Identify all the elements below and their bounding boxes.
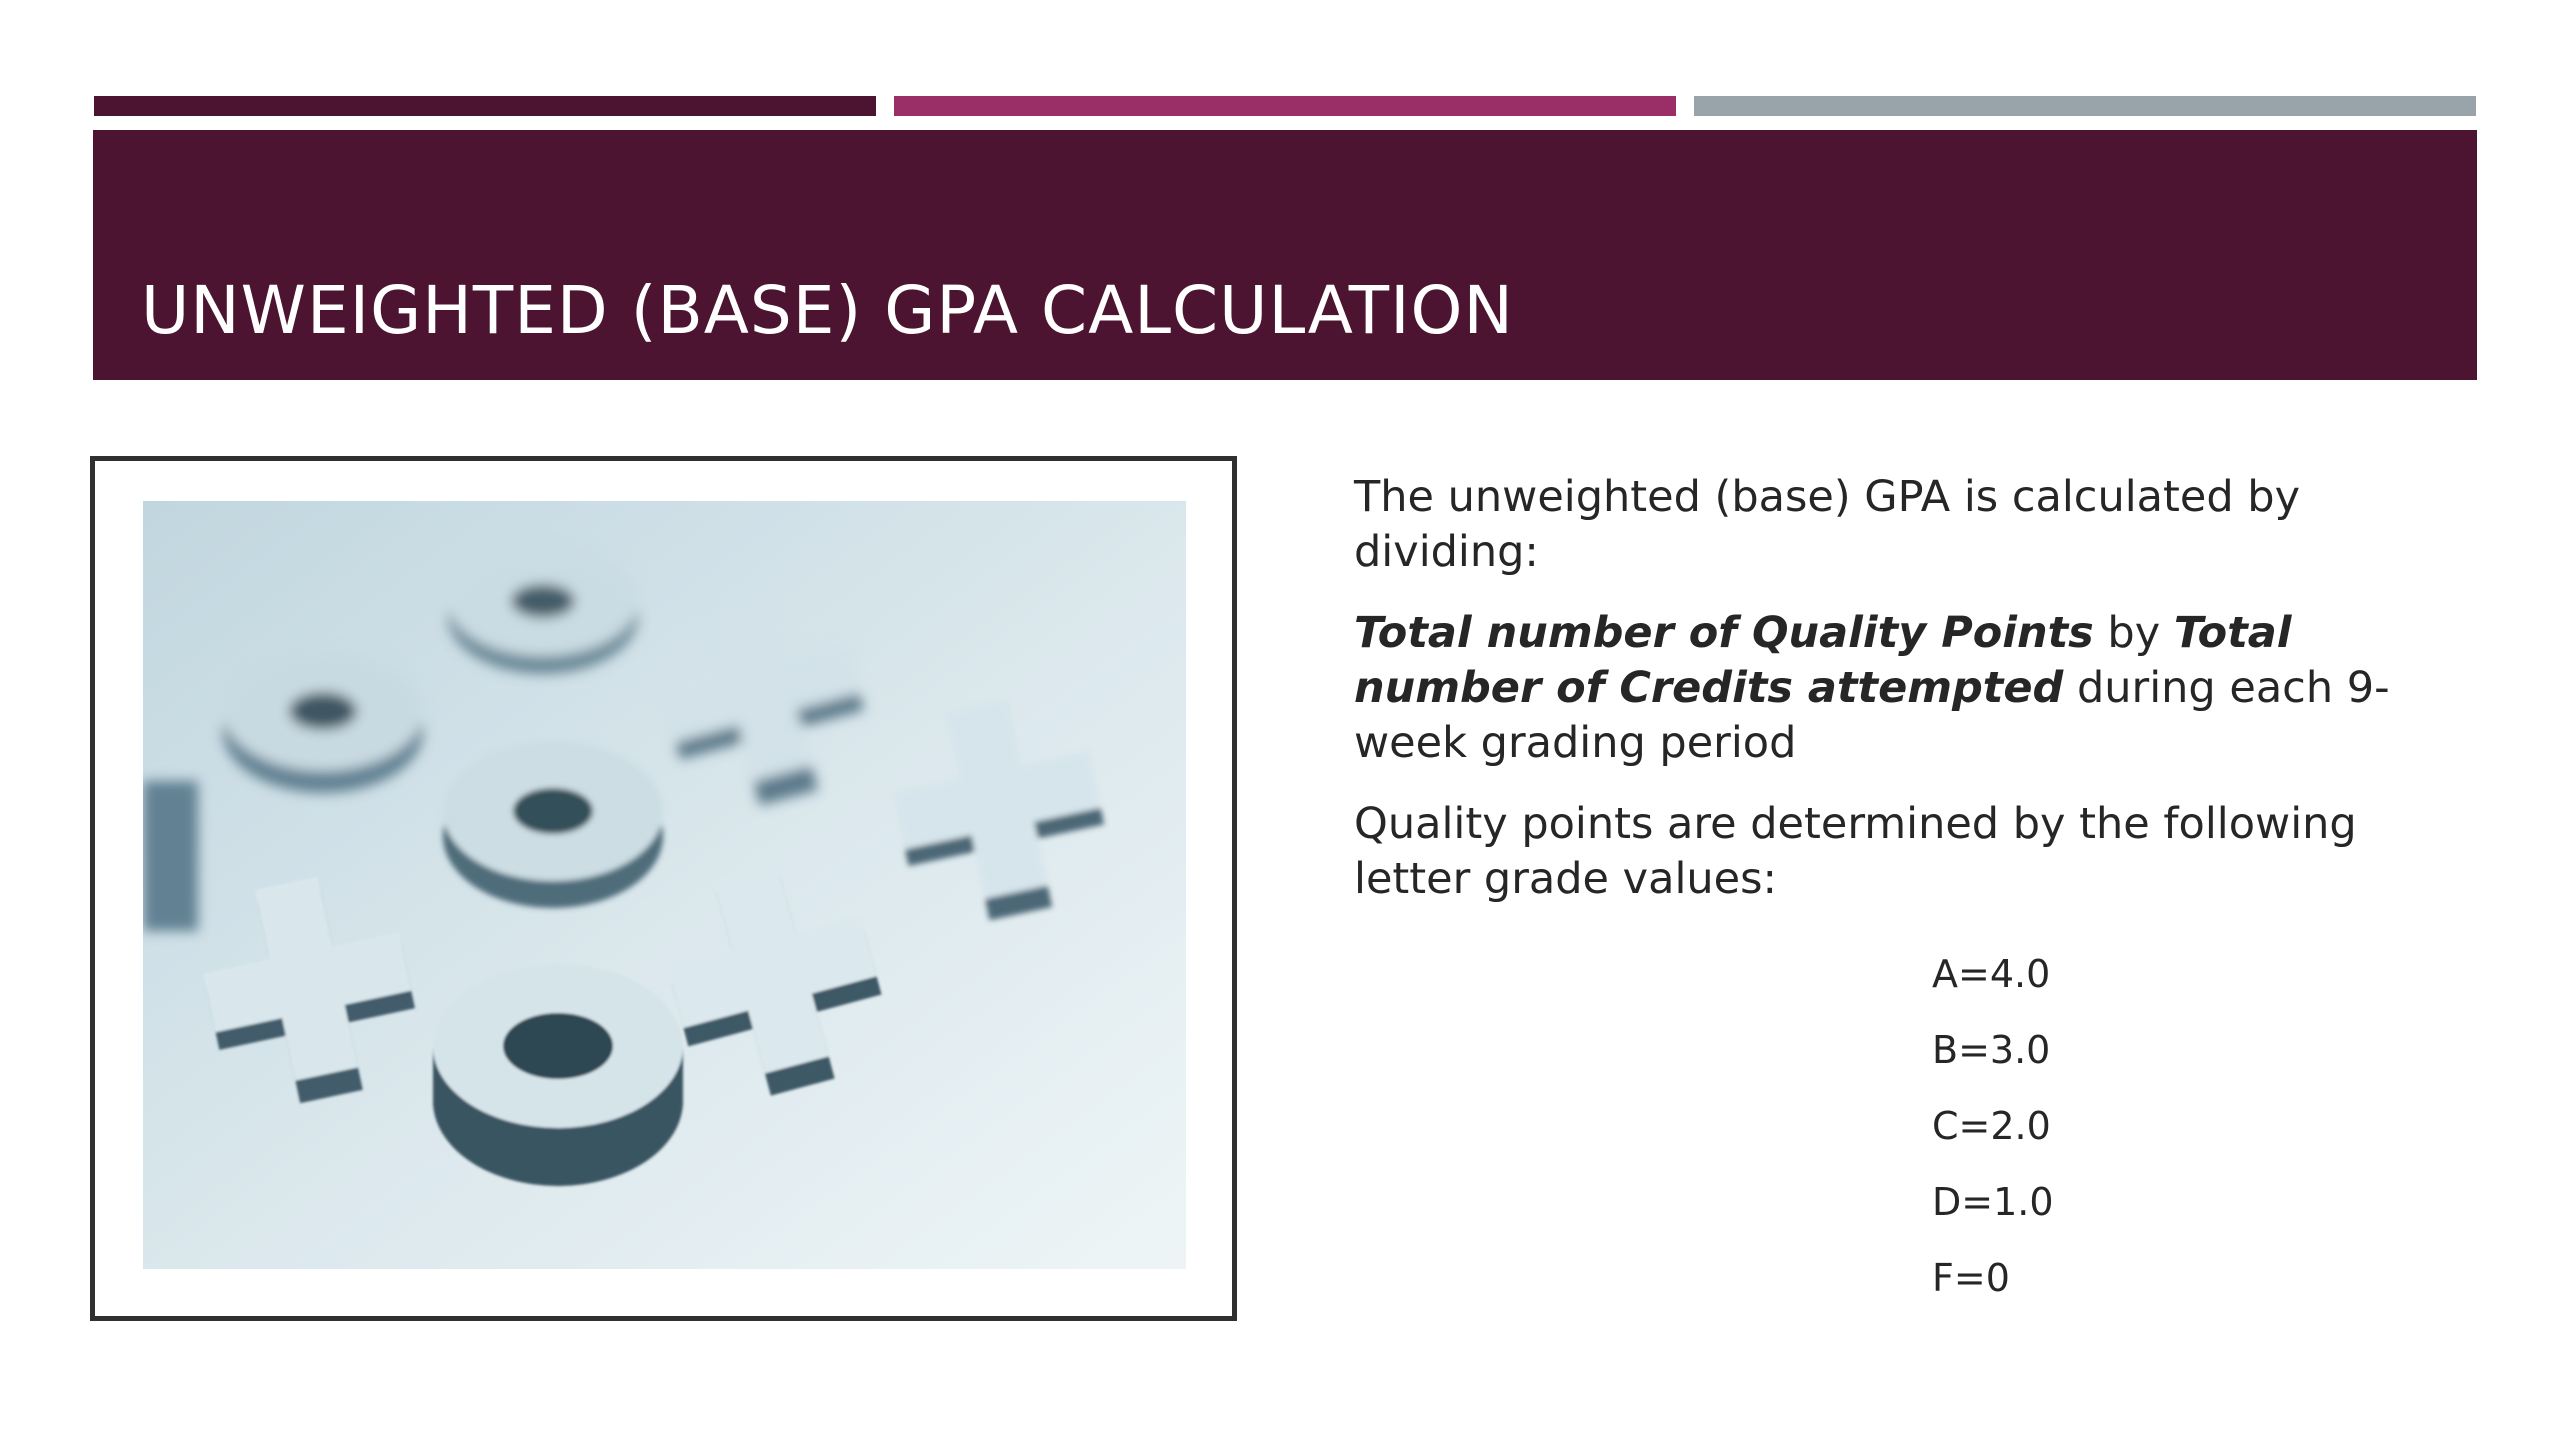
- tic-tac-toe-photo: [143, 501, 1186, 1269]
- slide-title: UNWEIGHTED (BASE) GPA CALCULATION: [141, 271, 1514, 349]
- grade-value: D=1.0: [1932, 1180, 2054, 1224]
- credits-attempted-term: Total number of Credits attempted: [1354, 608, 2292, 713]
- grade-value: B=3.0: [1932, 1028, 2051, 1072]
- grade-value: F=0: [1932, 1256, 2010, 1300]
- formula-by: by: [2093, 608, 2174, 658]
- quality-points-paragraph: Quality points are determined by the following letter grade values:: [1354, 799, 2357, 904]
- accent-bar-magenta: [894, 96, 1676, 116]
- grade-value: A=4.0: [1932, 952, 2051, 996]
- grade-value: C=2.0: [1932, 1104, 2051, 1148]
- intro-paragraph: The unweighted (base) GPA is calculated by dividing:: [1354, 472, 2301, 577]
- grade-values-list: [1932, 936, 2054, 1316]
- title-band: [93, 130, 2477, 380]
- quality-points-term: Total number of Quality Points: [1354, 608, 2094, 658]
- picture-frame: [90, 456, 1237, 1321]
- slide-body: [1354, 470, 2464, 933]
- formula-rest: during each 9-week grading period: [1354, 663, 2390, 768]
- accent-bar-dark: [94, 96, 876, 116]
- accent-bar-gray: [1694, 96, 2476, 116]
- formula-paragraph: [1354, 606, 2464, 771]
